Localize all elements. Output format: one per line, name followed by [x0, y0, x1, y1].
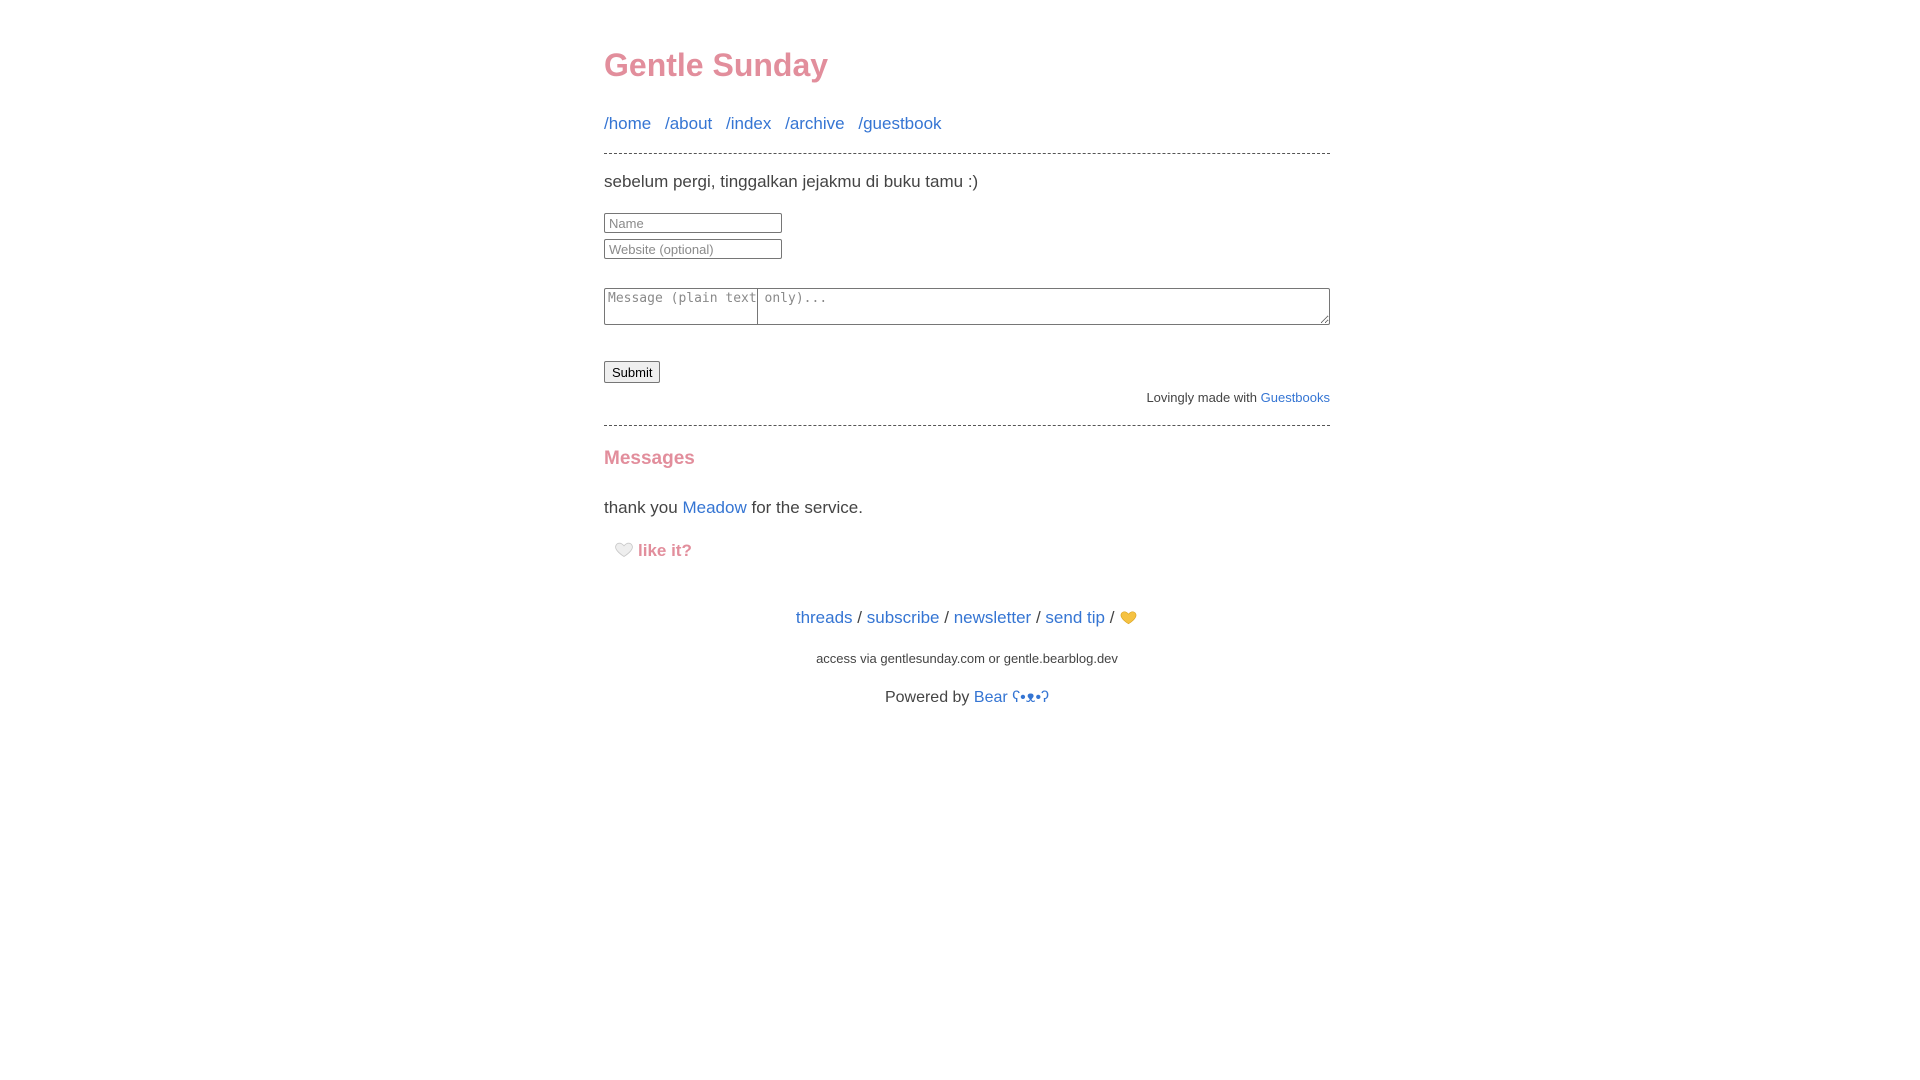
footer-separator: / [1109, 608, 1115, 627]
footer-links [604, 606, 1330, 630]
site-title[interactable]: Gentle Sunday [604, 47, 829, 83]
top-divider [604, 153, 1330, 154]
messages-divider [604, 425, 1330, 426]
nav-guestbook-link[interactable]: /guestbook [858, 114, 942, 133]
yellow-heart-icon [1119, 608, 1138, 626]
newsletter-link[interactable]: newsletter [953, 608, 1032, 627]
message-entry [604, 496, 863, 520]
footer-separator: / [857, 608, 863, 627]
name-input[interactable] [604, 213, 782, 233]
footer-separator: / [1035, 608, 1041, 627]
main-nav [604, 112, 951, 136]
powered-by [604, 686, 1330, 710]
bear-link[interactable]: Bear ʕ•ᴥ•ʔ [973, 689, 1050, 706]
textarea-divider [757, 289, 758, 324]
website-input[interactable] [604, 239, 782, 259]
credit-prefix: Lovingly made with [1146, 390, 1257, 405]
access-note: access via gentlesunday.com or gentle.bearblog.dev [816, 651, 1118, 666]
subscribe-link[interactable]: subscribe [866, 608, 940, 627]
threads-link[interactable]: threads [795, 608, 853, 627]
nav-archive-link[interactable]: /archive [785, 114, 845, 133]
white-heart-icon [614, 539, 634, 559]
send-tip-link[interactable]: send tip [1045, 608, 1105, 627]
like-label: like it? [638, 541, 692, 560]
like-button[interactable] [614, 539, 692, 563]
messages-heading: Messages [604, 448, 695, 469]
message-textarea[interactable] [604, 288, 1330, 325]
guestbook-credit [1146, 389, 1330, 407]
powered-prefix: Powered by [884, 689, 970, 706]
nav-home-link[interactable]: /home [604, 114, 652, 133]
entry-text-after: for the service. [751, 498, 863, 517]
submit-button[interactable]: Submit [604, 361, 660, 383]
guestbooks-link[interactable]: Guestbooks [1260, 390, 1330, 405]
nav-about-link[interactable]: /about [664, 114, 713, 133]
entry-author-link[interactable]: Meadow [682, 498, 747, 517]
nav-index-link[interactable]: /index [725, 114, 772, 133]
entry-text-before: thank you [604, 498, 678, 517]
footer-separator: / [944, 608, 949, 627]
guestbook-intro: sebelum pergi, tinggalkan jejakmu di buku tamu :) [604, 172, 979, 191]
